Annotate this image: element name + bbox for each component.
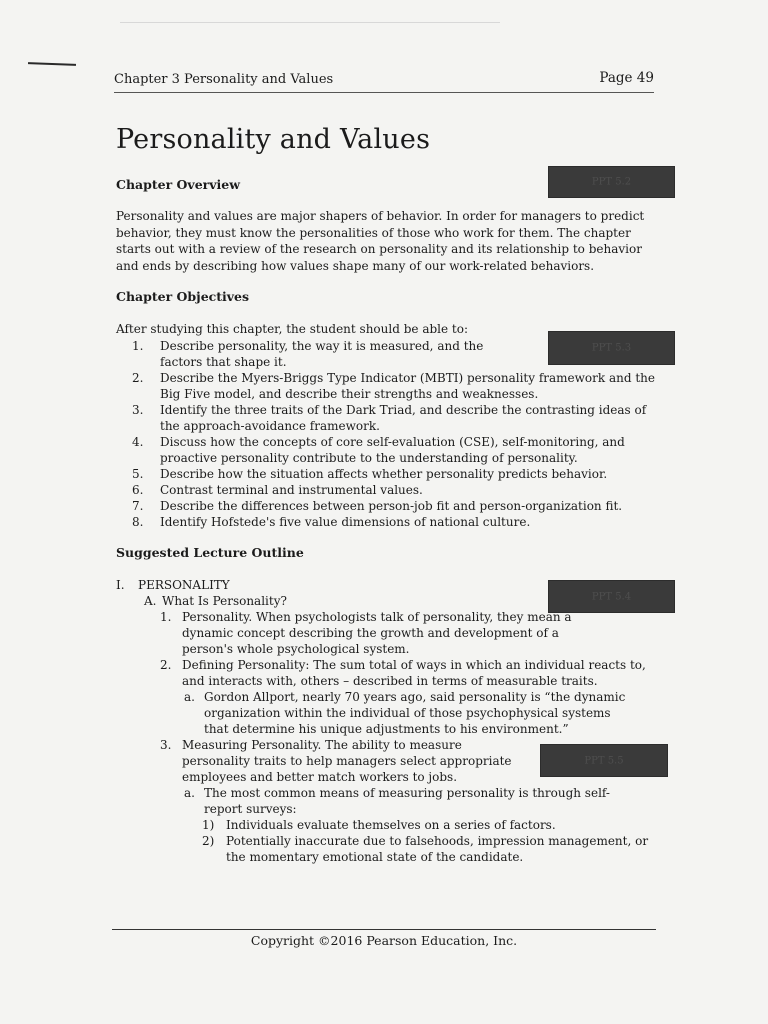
list-item: 1. Describe personality, the way it is measured, and the factors that shape it. — [132, 339, 484, 369]
ppt-label: PPT 5.4 — [591, 591, 632, 602]
list-item: 2. Describe the Myers-Briggs Type Indicator (MBTI) personality framework and the Big Five model, and describe their strengths and weaknesses. — [132, 371, 655, 401]
outline-section: I. PERSONALITY — [116, 578, 230, 592]
copyright-footer: Copyright ©2016 Pearson Education, Inc. — [250, 933, 518, 948]
outline-subitem: a. Gordon Allport, nearly 70 years ago, said personality is “the dynamic organization within the individual of those psychophysical systems that determine his unique adjustments to his environment.” — [184, 690, 626, 736]
list-item: 4. Discuss how the concepts of core self-evaluation (CSE), self-monitoring, and proactive personality contribute to the understanding of personality. — [132, 435, 625, 465]
lecture-outline — [116, 577, 661, 865]
footer-divider — [112, 929, 656, 930]
chapter-header: Chapter 3 Personality and Values — [114, 72, 334, 87]
page-title: Personality and Values — [116, 124, 431, 155]
list-item: 8. Identify Hofstede's five value dimensions of national culture. — [132, 515, 531, 529]
list-item: 7. Describe the differences between person-job fit and person-organization fit. — [132, 499, 623, 513]
ppt-label: PPT 5.3 — [591, 342, 632, 354]
outline-item: 2. Defining Personality: The sum total of ways in which an individual reacts to, and interacts with, others – described in terms of measurable traits. — [160, 658, 646, 688]
ppt-label: PPT 5.2 — [591, 176, 632, 188]
objectives-list — [130, 338, 660, 530]
outline-subsubitem: 2) Potentially inaccurate due to falsehoods, impression management, or the momentary emotional state of the candidate. — [202, 834, 649, 864]
page-number: Page 49 — [599, 70, 654, 86]
overview-text: Personality and values are major shapers of behavior. In order for managers to predict behavior, they must know the personalities of those who work for them. The chapter starts out with a review of the research on personality and its relationship to behavior and ends by describing how values shape many of our work-related behaviors. — [116, 209, 645, 273]
scan-artifact-line — [120, 22, 500, 23]
list-item: 6. Contrast terminal and instrumental values. — [132, 483, 423, 497]
outline-item: 3. Measuring Personality. The ability to measure personality traits to help managers select appropriate employees and better match workers to jobs. — [160, 738, 512, 784]
outline-subitem: a. The most common means of measuring personality is through self-report surveys: — [184, 786, 610, 816]
running-header — [114, 72, 654, 93]
margin-mark — [28, 62, 76, 66]
outline-heading: Suggested Lecture Outline — [116, 545, 304, 560]
ppt-marker-overview — [548, 166, 675, 198]
outline-subsubitem: 1) Individuals evaluate themselves on a series of factors. — [202, 818, 556, 832]
outline-subsection: A. What Is Personality? — [144, 594, 287, 608]
list-item: 5. Describe how the situation affects whether personality predicts behavior. — [132, 467, 608, 481]
overview-heading: Chapter Overview — [116, 177, 240, 192]
objectives-heading: Chapter Objectives — [116, 289, 250, 304]
outline-item: 1. Personality. When psychologists talk of personality, they mean a dynamic concept describing the growth and development of a person's whole psychological system. — [160, 610, 572, 656]
objectives-intro: After studying this chapter, the student should be able to: — [116, 322, 468, 336]
list-item: 3. Identify the three traits of the Dark Triad, and describe the contrasting ideas of the approach-avoidance framework. — [132, 403, 647, 433]
ppt-label: PPT 5.5 — [584, 755, 624, 766]
